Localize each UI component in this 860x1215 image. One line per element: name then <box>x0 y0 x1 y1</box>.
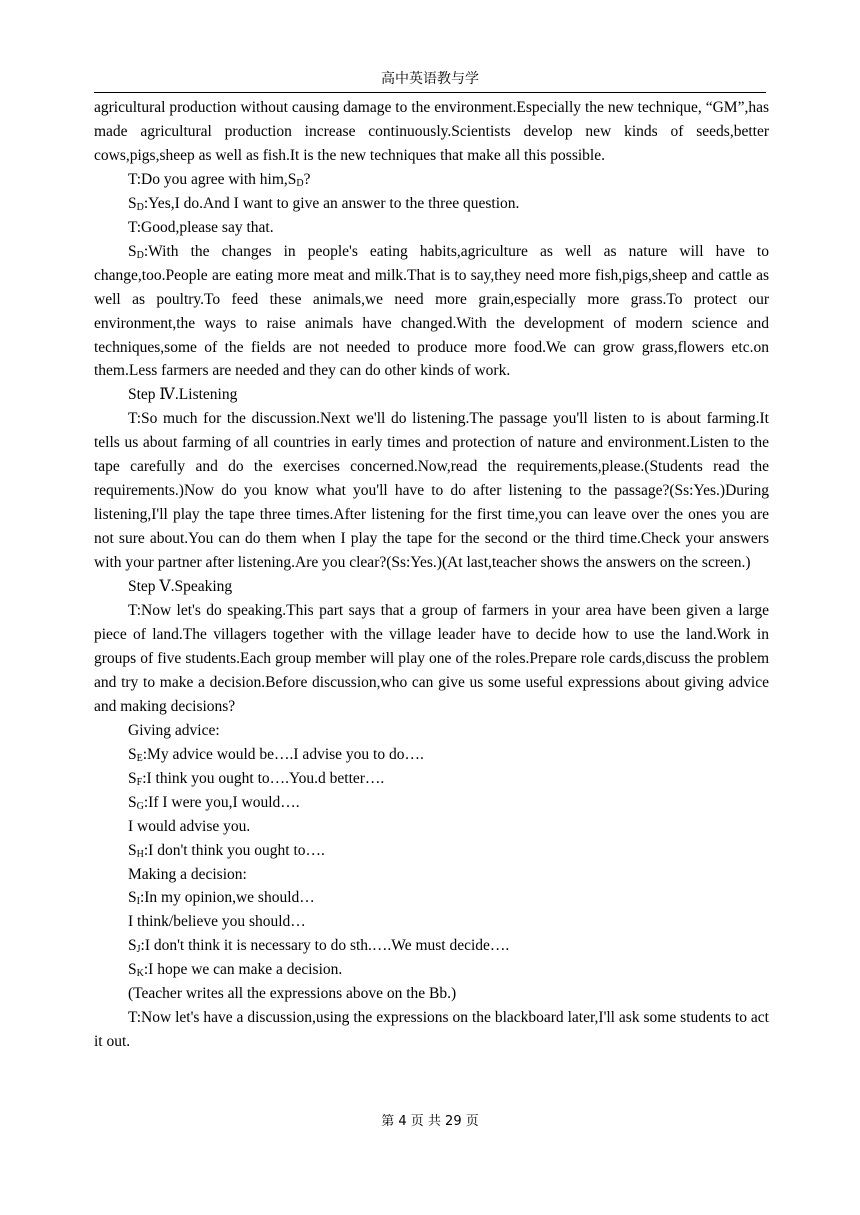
line-text: :I don't think you ought to…. <box>143 841 325 859</box>
line-text: :I hope we can make a decision. <box>143 961 343 979</box>
subheading-giving-advice: Giving advice: <box>128 721 220 739</box>
header-divider <box>94 92 766 93</box>
expression-line: $S_E:My$ advice would be….I advise you to do…. <box>128 745 424 764</box>
line-text: :Yes,I do.And I want to give an answer to the three question. <box>143 194 520 212</box>
speaker-subscript: D <box>296 177 304 189</box>
expression-line: $S_G:If$ I were you,I would…. <box>128 793 300 812</box>
line-text: T:Do you agree with him,S <box>128 170 297 188</box>
line-text: :If I were you,I would…. <box>143 793 300 811</box>
line-text: :In my opinion,we should… <box>139 889 315 907</box>
expression-line: $S_K:I$ hope we can make a decision. <box>128 961 343 980</box>
dialogue-paragraph: T:Now let's do speaking.This part says that a group of farmers in your area have been given a large piece of land.The villagers together with the village leader have to decide how to use the land.Work in groups of five students.Each group member will play one of the roles.Prepare role cards,discuss the problem and try to make a decision.Before discussion,who can give us some useful expressions about giving advice and making decisions? <box>94 602 769 715</box>
expression-line: $S_H:I$ don't think you ought to…. <box>128 841 325 860</box>
dialogue-paragraph: T:Now let's have a discussion,using the expressions on the blackboard later,I'll ask some students to act it out. <box>94 1009 769 1051</box>
line-text: ? <box>303 170 311 188</box>
dialogue-line <box>94 168 769 192</box>
speaker-subscript: I <box>136 896 140 908</box>
speaker-subscript: E <box>136 752 143 764</box>
dialogue-line: T:Good,please say that. <box>128 218 274 236</box>
expression-line: I would advise you. <box>128 817 251 835</box>
speaker-subscript: H <box>136 848 144 860</box>
speaker-subscript: G <box>136 800 144 812</box>
speaker-subscript: J <box>136 944 141 956</box>
dialogue-paragraph: T:So much for the discussion.Next we'll do listening.The passage you'll listen to is about farming.It tells us about farming of all countries in early times and protection of nature and environment.Listen to the tape carefully and do the exercises concerned.Now,read the requirements,please.(Students read the requirements.)Now do you know what you'll have to do after listening to the passage?(Ss:Yes.)During listening,I'll play the tape three times.After listening for the first time,you can leave over the ones you are not sure about.You can do them when I play the tape for the second or the third time.Check your answers with your partner after listening.Are you clear?(Ss:Yes.)(At last,teacher shows the answers on the screen.) <box>94 410 769 572</box>
line-text: :My advice would be….I advise you to do…. <box>142 745 424 763</box>
expression-line: $S_F:I$ think you ought to….You.d better…. <box>128 769 385 788</box>
expression-line: $S_J:I$ don't think it is necessary to do sth.….We must decide…. <box>128 937 510 956</box>
speaker-subscript: K <box>136 968 144 980</box>
speaker-subscript: D <box>136 201 144 213</box>
line-text: :I don't think it is necessary to do sth.….We must decide…. <box>140 937 510 955</box>
dialogue-paragraph: $S_D:With$ the changes in people's eating habits,agriculture as well as nature will have to change,too.People are eating more meat and milk.That is to say,they need more fish,pigs,sheep and cattle as well as poultry.To feed these animals,we need more grain,especially more grass.To protect our environment,the ways to raise animals have changed.With the development of modern science and techniques,some of the fields are not needed to produce more food.We can grow grass,flowers etc.on them.Less farmers are needed and they can do other kinds of work. <box>94 242 769 380</box>
speaker-subscript: D <box>136 249 144 261</box>
note-line: (Teacher writes all the expressions above on the Bb.) <box>128 985 457 1003</box>
line-text: :I think you ought to….You.d better…. <box>142 769 385 787</box>
subheading-making-decision: Making a decision: <box>128 865 247 883</box>
page-header-title: 高中英语教与学 <box>381 71 479 87</box>
paragraph: agricultural production without causing damage to the environment.Especially the new technique, “GM”,has made agricultural production increase continuously.Scientists develop new kinds of seeds,better cows,pigs,sheep as well as fish.It is the new techniques that make all this possible. <box>94 99 769 164</box>
page-footer-number: 第 4 页 共 29 页 <box>381 1114 479 1129</box>
line-text: :With the changes in people's eating habits,agriculture as well as nature will have to change,too.People are eating more meat and milk.That is to say,they need more fish,pigs,sheep and cattle as well as poultry.To feed these animals,we need more grain,especially more grass.To protect our environment,the ways to raise animals have changed.With the development of modern science and techniques,some of the fields are not needed to produce more food.We can grow grass,flowers etc.on them.Less farmers are needed and they can do other kinds of work. <box>94 242 769 380</box>
document-body <box>94 96 769 1054</box>
expression-line: I think/believe you should… <box>128 913 306 931</box>
expression-line: $S_I:In$ my opinion,we should… <box>128 889 315 908</box>
step-heading-listening: Step Ⅳ.Listening <box>128 386 238 404</box>
speaker-subscript: F <box>136 776 143 788</box>
step-heading-speaking: Step Ⅴ.Speaking <box>128 578 233 596</box>
dialogue-line: $S_D:Yes,I$ do.And I want to give an answer to the three question. <box>128 194 520 213</box>
